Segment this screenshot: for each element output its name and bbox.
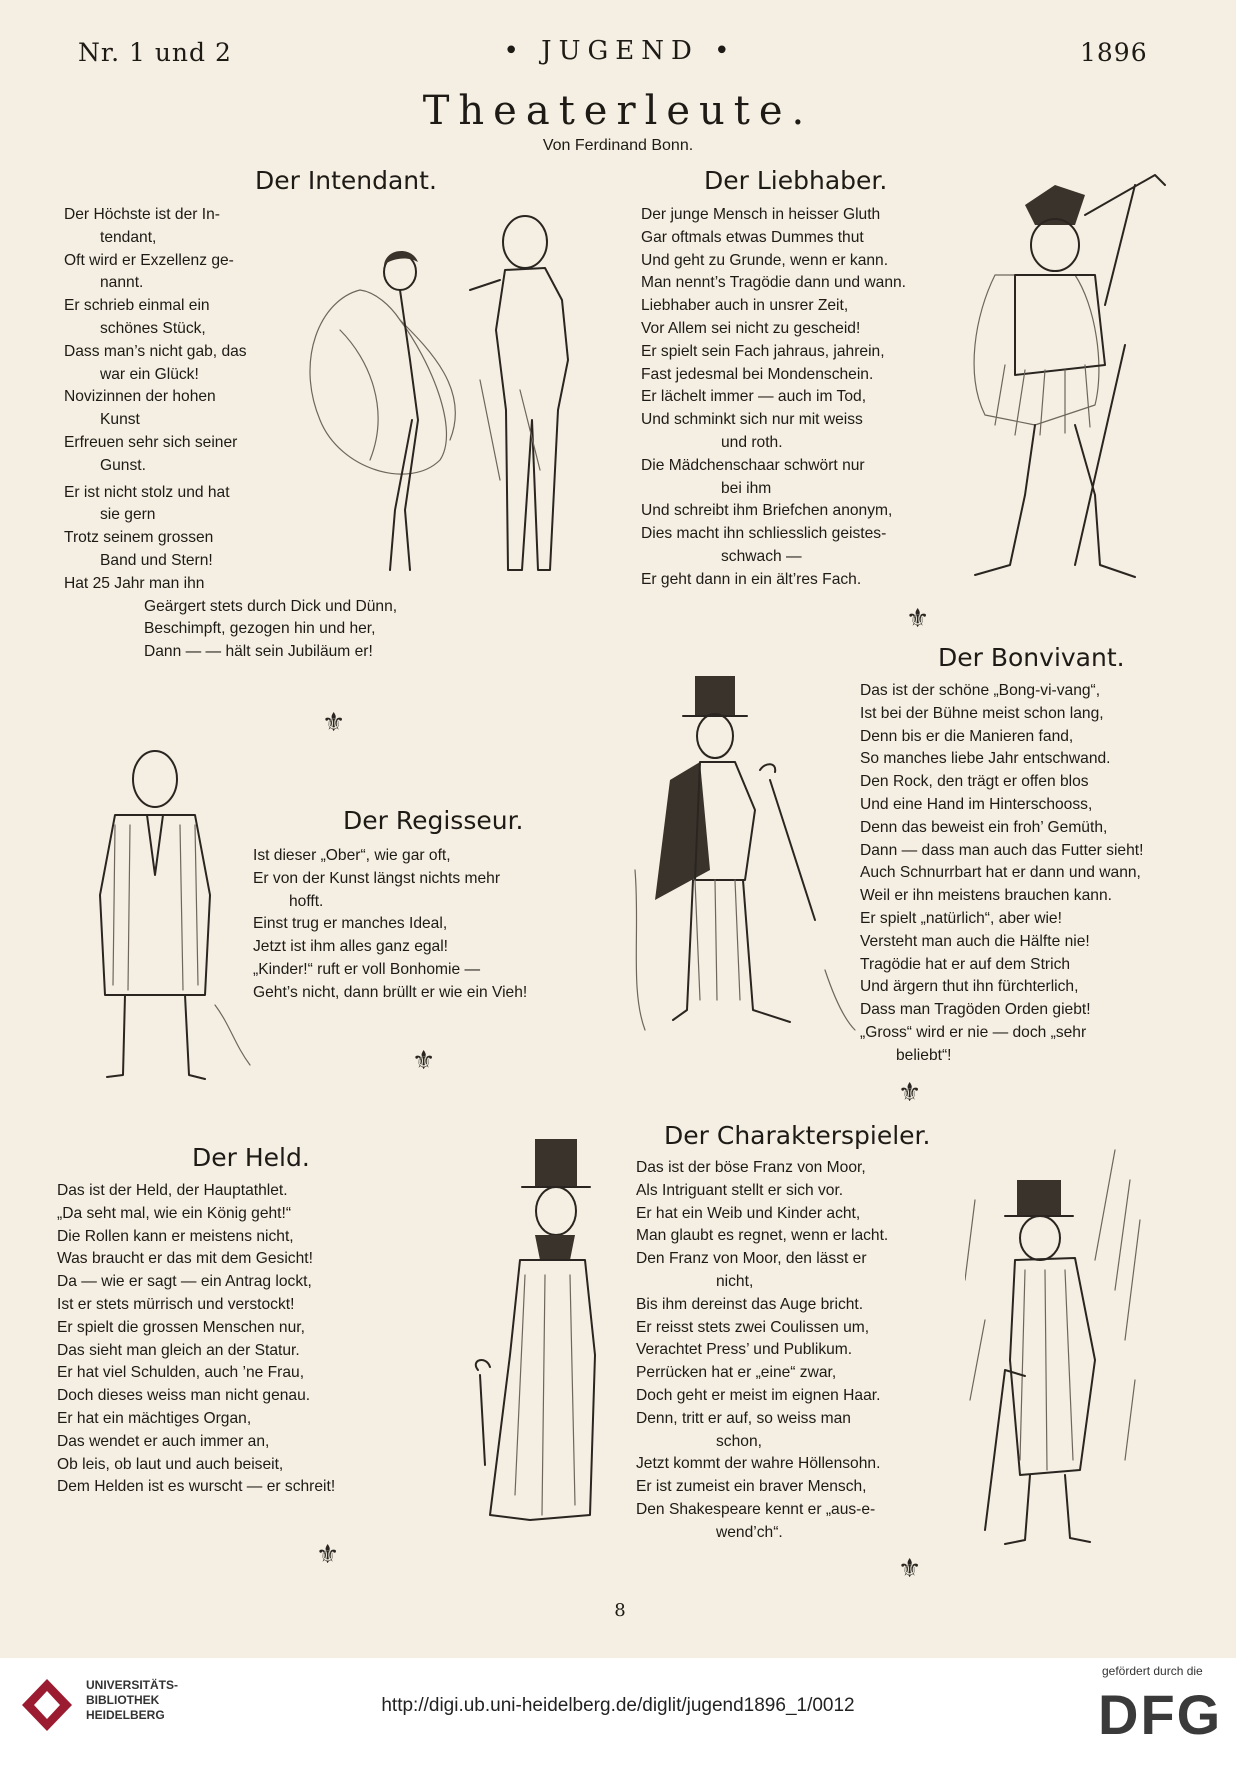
byline: Von Ferdinand Bonn. — [542, 137, 694, 154]
ornament-fleuron: ⚜ — [898, 1078, 922, 1108]
year: 1896 — [1080, 38, 1148, 67]
heading-liebhaber: Der Liebhaber. — [704, 166, 888, 195]
illustration-intendant-dancer — [300, 210, 620, 580]
poem-bonvivant: Das ist der schöne „Bong-vi-vang“, Ist bei der Bühne meist schon lang, Denn bis er die Manieren fand, So manches liebe Jahr entschwand. Den Rock, den trägt er offen blos Und eine Hand im Hinterschooss, Denn das beweist ein froh’ Gemüth, Dann — dass man auch das Futter sieht! Auch Schnurrbart hat er dann und wann, Weil er ihn meistens brauchen kann. Er spielt „natürlich“, aber wie! Versteht man auch die Hälfte nie! Tragödie hat er auf dem Strich Und ärgern thut ihn fürchterlich, Dass man Tragöden Orden giebt! „Gross“ wird er nie — doch „sehr beliebt“! — [860, 682, 1144, 1064]
library-name: UNIVERSITÄTS- BIBLIOTHEK HEIDELBERG — [86, 1678, 179, 1722]
page-title: Theaterleute. — [422, 88, 814, 134]
illustration-regisseur — [55, 745, 255, 1085]
ornament-fleuron: ⚜ — [898, 1554, 922, 1584]
poem-liebhaber: Der junge Mensch in heisser Gluth Gar oftmals etwas Dummes thut Und geht zu Grunde, wenn er kann. Man nennt’s Tragödie dann und wann. Liebhaber auch in unsrer Zeit, Vor Allem sei nicht zu gescheid! Er spielt sein Fach jahraus, jahrein, Fast jedesmal bei Mondenschein. Er lächelt immer — auch im Tod, Und schminkt sich nur mit weiss und roth. Die Mädchenschaar schwört nur bei ihm Und schreibt ihm Briefchen anonym, Dies macht ihn schliesslich geistes- schwach — Er geht dann in ein ält’res Fach. — [641, 206, 907, 588]
dfg-logo: DFG — [1098, 1683, 1223, 1746]
illustration-charakterspieler — [965, 1140, 1155, 1550]
ornament-fleuron: ⚜ — [322, 708, 346, 738]
heading-regisseur: Der Regisseur. — [343, 806, 524, 835]
poem-intendant: Der Höchste ist der In- tendant, Oft wird er Exzellenz ge- nannt. Er schrieb einmal ein schönes Stück, Dass man’s nicht gab, das war ein Glück! Novizinnen der hohen Kunst Erfreuen sehr sich seiner Gunst. Er ist nicht stolz und hat sie gern Trotz seinem grossen Band und Stern! Hat 25 Jahr man ihn Geärgert stets durch Dick und Dünn, Beschimpft, gezogen hin und her, Dann — — hält sein Jubiläum er! — [64, 206, 398, 661]
illustration-liebhaber — [955, 165, 1185, 595]
poem-held: Das ist der Held, der Hauptathlet. „Da seht mal, wie ein König geht!“ Die Rollen kann er meistens nicht, Was braucht er das mit dem Gesicht! Da — wie er sagt — ein Antrag lockt, Ist er stets mürrisch und verstockt! Er spielt die grossen Menschen nur, Das sieht man gleich an der Statur. Er hat viel Schulden, auch ’ne Frau, Doch dieses weiss man nicht genau. Er hat ein mächtiges Organ, Das wendet er auch immer an, Ob leis, ob laut und auch beiseit, Dem Helden ist es wurscht — er schreit! — [57, 1182, 336, 1496]
ornament-fleuron: ⚜ — [316, 1540, 340, 1570]
source-url-link[interactable]: http://digi.ub.uni-heidelberg.de/diglit/jugend1896_1/0012 — [381, 1695, 855, 1716]
magazine-title: • JUGEND • — [503, 36, 737, 66]
page-number: 8 — [614, 1600, 626, 1621]
heading-intendant: Der Intendant. — [255, 166, 437, 195]
heading-charakterspieler: Der Charakterspieler. — [664, 1121, 931, 1150]
funding-caption: gefördert durch die — [1102, 1664, 1203, 1678]
poem-charakterspieler: Das ist der böse Franz von Moor, Als Intriguant stellt er sich vor. Er hat ein Weib und Kinder acht, Man glaubt es regnet, wenn er lacht. Den Franz von Moor, den lässt er nicht, Bis ihm dereinst das Auge bricht. Er reisst stets zwei Coulissen um, Verachtet Press’ und Publikum. Perrücken hat er „eine“ zwar, Doch geht er meist im eignen Haar. Denn, tritt er auf, so weiss man schon, Jetzt kommt der wahre Höllensohn. Er ist zumeist ein braver Mensch, Den Shakespeare kennt er „aus-e- wend’ch“. — [636, 1159, 889, 1541]
heading-bonvivant: Der Bonvivant. — [938, 643, 1125, 672]
heading-held: Der Held. — [192, 1143, 310, 1172]
poem-regisseur: Ist dieser „Ober“, wie gar oft, Er von der Kunst längst nichts mehr hofft. Einst trug er manches Ideal, Jetzt ist ihm alles ganz egal! „Kinder!“ ruft er voll Bonhomie — Geht’s nicht, dann brüllt er wie ein Vieh! — [253, 847, 528, 1001]
illustration-held — [450, 1135, 620, 1535]
ornament-fleuron: ⚜ — [906, 604, 930, 634]
issue-number: Nr. 1 und 2 — [78, 38, 232, 67]
illustration-bonvivant — [625, 670, 865, 1060]
ornament-fleuron: ⚜ — [412, 1046, 436, 1076]
